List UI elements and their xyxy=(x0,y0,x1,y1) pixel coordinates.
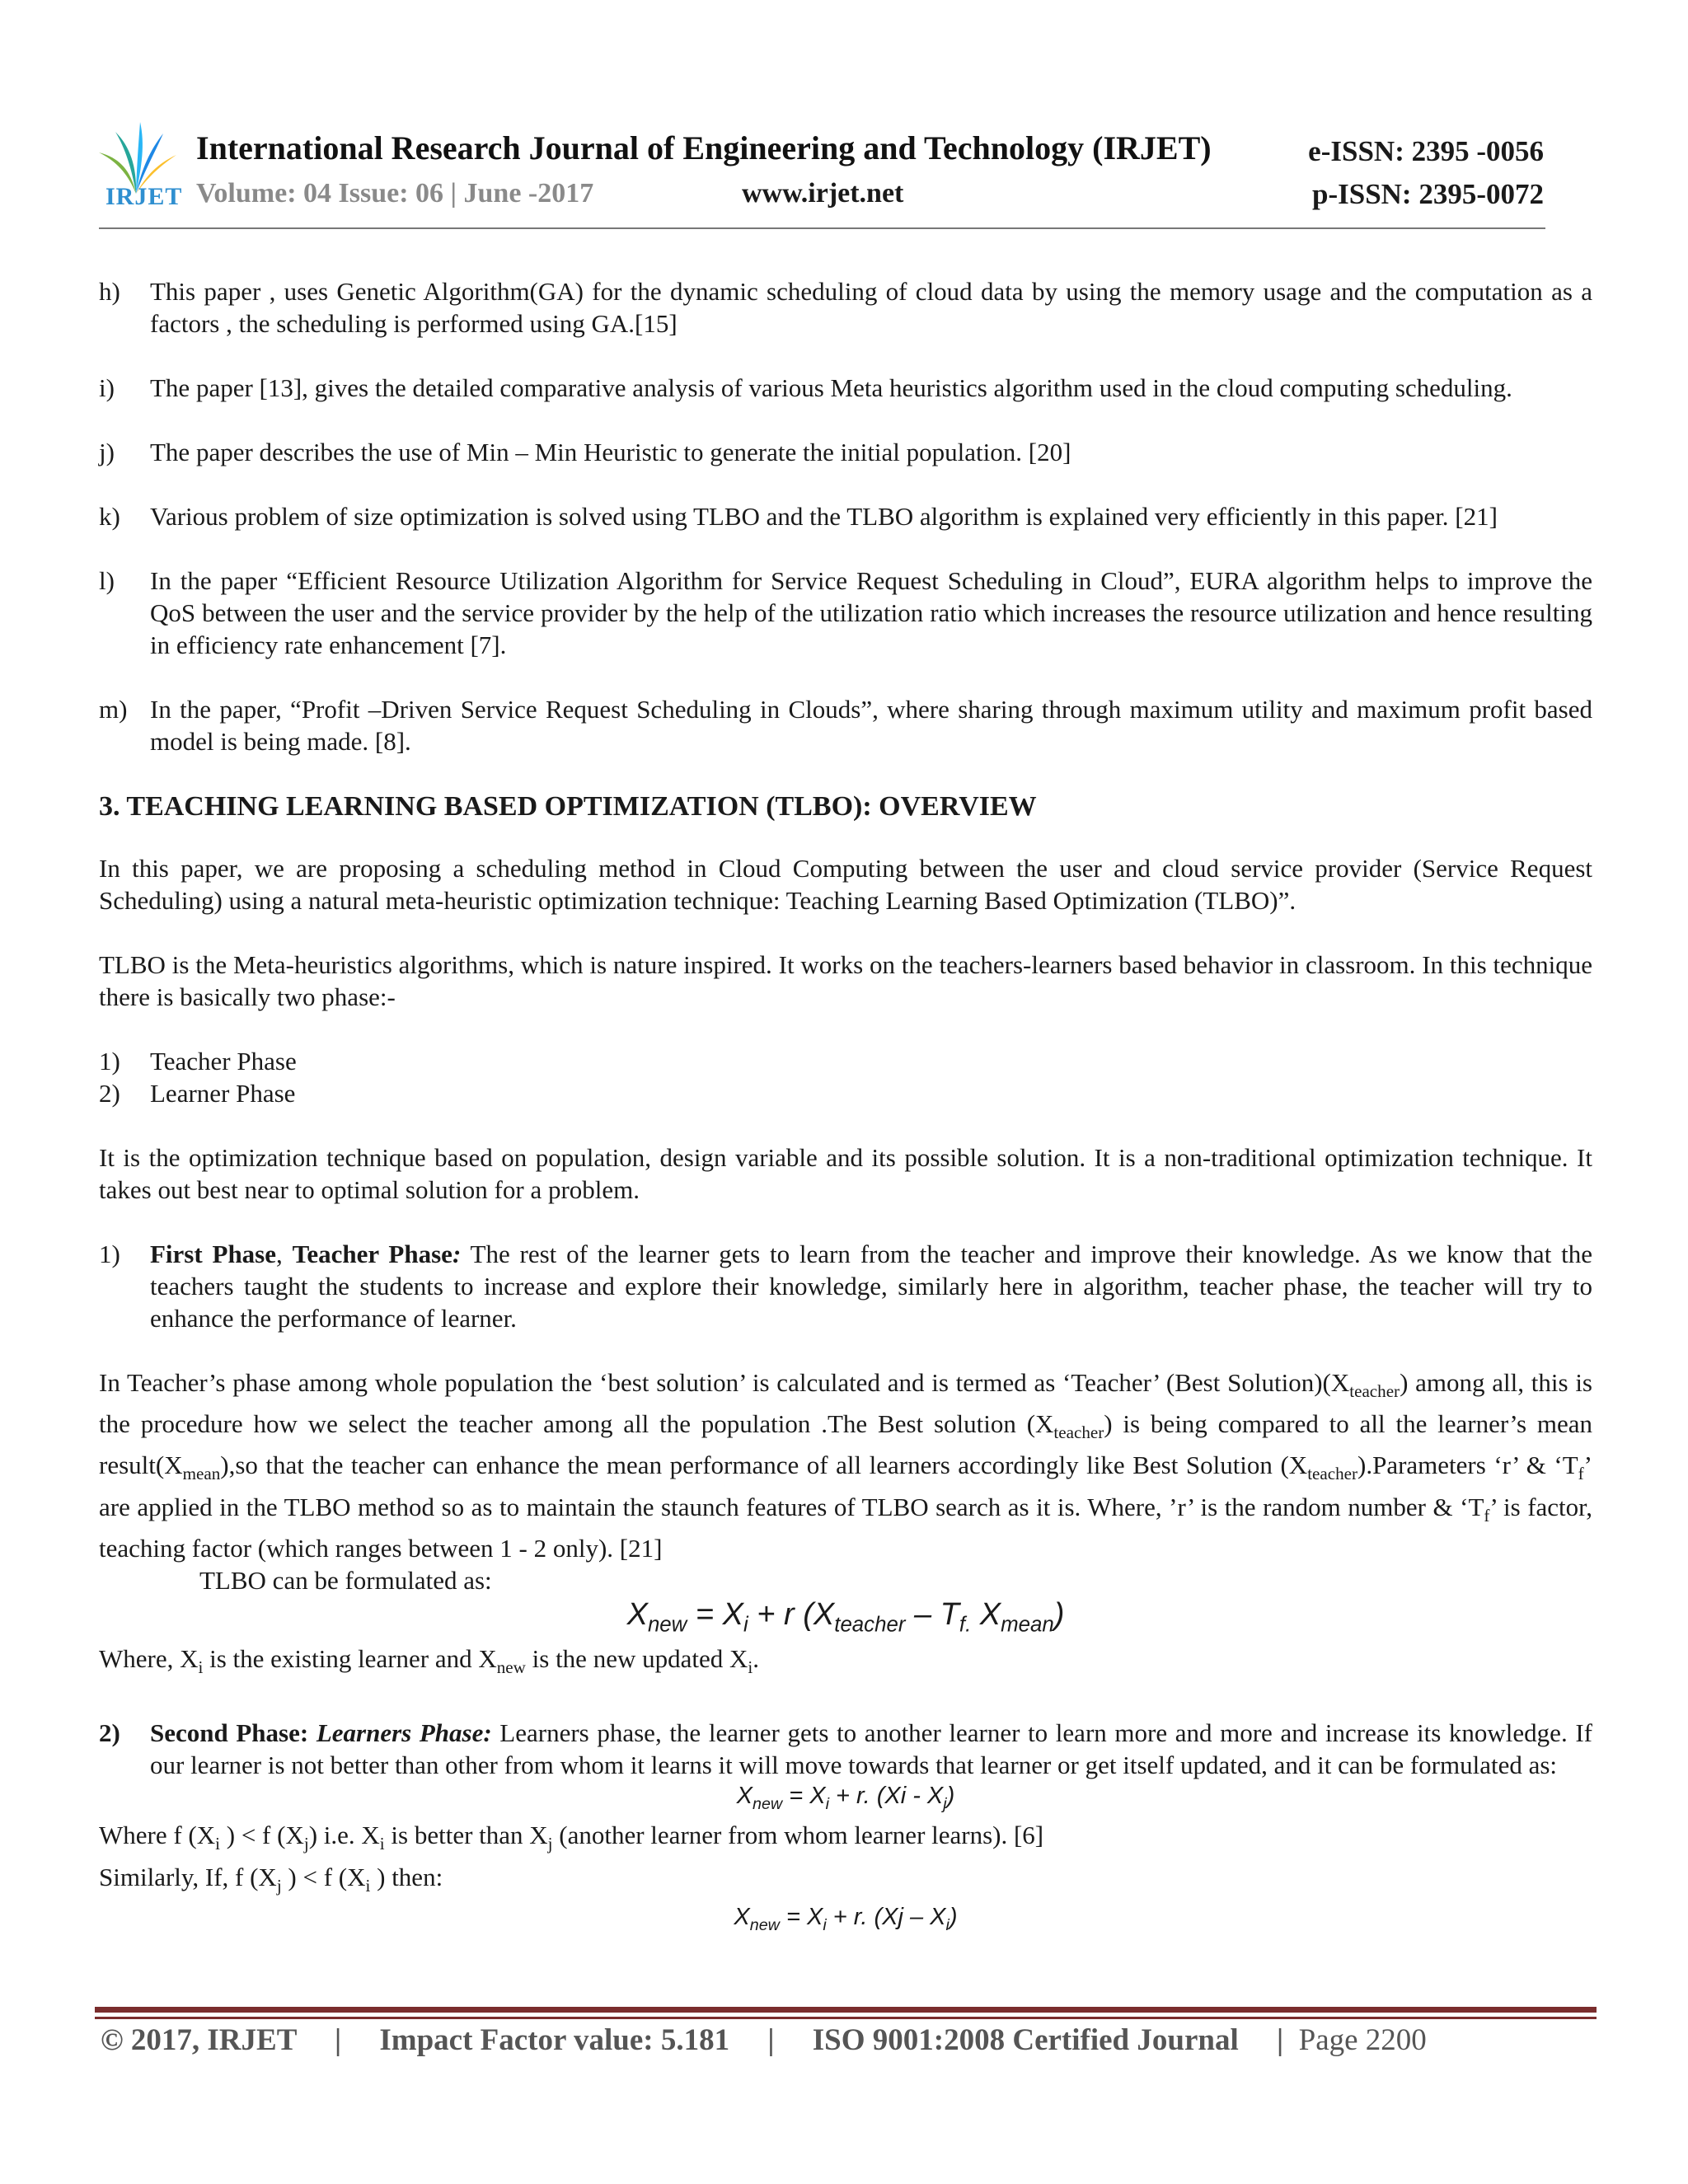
page-footer: © 2017, IRJET | Impact Factor value: 5.181 | ISO 9001:2008 Certified Journal | Page 2200 xyxy=(101,2023,1427,2057)
phase-text: The rest of the learner gets to learn from the teacher and improve their knowledge. As we know that the teachers taught the students to increase and explore their knowledge, similarly here in algorithm, teacher phase, the teacher will try to enhance the performance of learner. xyxy=(150,1240,1592,1333)
list-item xyxy=(99,1077,1592,1109)
text-run: ),so that the teacher can enhance the mean performance of all learners accordingly like Best Solution (X xyxy=(220,1451,1308,1480)
separator: , xyxy=(276,1240,293,1268)
pissn: p-ISSN: 2395-0072 xyxy=(1311,178,1544,210)
eissn: e-ISSN: 2395 -0056 xyxy=(1308,135,1544,167)
subscript: teacher xyxy=(1349,1381,1400,1402)
impact-factor: Impact Factor value: 5.181 xyxy=(379,2023,730,2057)
list-item xyxy=(99,275,1592,340)
page-number: Page 2200 xyxy=(1298,2023,1427,2057)
formula-learner-2: $X_{new} = X_i + r$. $(Xj - X_i)$ xyxy=(734,1903,958,1934)
copyright: © 2017, IRJET xyxy=(101,2023,297,2057)
list-item xyxy=(99,693,1592,757)
website-link[interactable]: www.irjet.net xyxy=(742,178,904,209)
formula-teacher: $X_{new} = X_i + r$ ($X_{teacher} - T_{f.}$ $X_{mean}$) xyxy=(626,1596,1065,1637)
bold-term: Teacher Phase xyxy=(292,1240,452,1268)
list-marker: 2) xyxy=(99,1718,120,1747)
list-marker: j) xyxy=(99,438,115,466)
italic-colon: : xyxy=(452,1240,462,1268)
subscript: f xyxy=(1484,1505,1490,1526)
teacher-paragraph xyxy=(99,1366,1592,1564)
condition-line: Similarly, If, f ($X_j$ ) < f ($X_i$ ) then: xyxy=(99,1862,443,1896)
subscript: teacher xyxy=(1053,1422,1104,1443)
iso-certification: ISO 9001:2008 Certified Journal xyxy=(812,2023,1239,2057)
header-rule xyxy=(99,227,1545,229)
text-run: ’ is factor, teaching factor (which ranges between 1 - 2 only). [21] xyxy=(99,1492,1592,1563)
section-heading: 3. TEACHING LEARNING BASED OPTIMIZATION (TLBO): OVERVIEW xyxy=(99,791,1037,822)
subscript: teacher xyxy=(1307,1464,1358,1484)
paragraph: It is the optimization technique based on population, design variable and its possible solution. It is a non-traditional optimization technique. It takes out best near to optimal solution for a problem. xyxy=(99,1143,1592,1204)
list-text xyxy=(150,1238,1592,1334)
list-text: Teacher Phase xyxy=(150,1047,297,1076)
bold-term: First Phase xyxy=(150,1240,277,1268)
list-text: In the paper “Efficient Resource Utilization Algorithm for Service Request Scheduling in Cloud”, EURA algorithm helps to improve the QoS between the user and the service provider by the help of the utilization ratio which increases the resource utilization and hence resulting in efficiency rate enhancement [7]. xyxy=(150,566,1592,659)
list-marker: h) xyxy=(99,277,120,306)
list-marker: k) xyxy=(99,502,120,531)
bold-italic-term: Learners Phase: xyxy=(316,1718,492,1747)
list-item xyxy=(99,436,1592,468)
list-marker: 1) xyxy=(99,1240,120,1268)
text-run: In Teacher’s phase among whole population the ‘best solution’ is calculated and is termed as ‘Teacher’ (Best Solution)(X xyxy=(99,1368,1350,1397)
condition-line: Where f ($X_i$ ) < f $(X_j)$ i.e. $X_i$ is better than $X_j$ (another learner from whom learner learns). [6] xyxy=(99,1821,1044,1854)
text-run: ).Parameters ‘r’ & ‘T xyxy=(1357,1451,1578,1480)
list-text: Learner Phase xyxy=(150,1079,296,1108)
list-text: This paper , uses Genetic Algorithm(GA) for the dynamic scheduling of cloud data by using the memory usage and the computation as a factors , the scheduling is performed using GA.[15] xyxy=(150,277,1592,338)
journal-title: International Research Journal of Engineering and Technology (IRJET) xyxy=(196,129,1212,166)
first-phase-item xyxy=(99,1238,1592,1334)
paragraph: TLBO is the Meta-heuristics algorithms, which is nature inspired. It works on the teachers-learners based behavior in classroom. In this technique there is basically two phase:- xyxy=(99,950,1592,1011)
logo-wordmark: IRJET xyxy=(106,183,183,210)
list-marker: l) xyxy=(99,566,115,595)
where-line: Where, $X_i$ is the existing learner and $X_{new}$ is the new updated $X_i$. xyxy=(99,1644,759,1678)
list-text: Various problem of size optimization is solved using TLBO and the TLBO algorithm is explained very efficiently in this paper. [21] xyxy=(150,502,1498,531)
text-run: ) among all, this is the procedure how we select the teacher among all the population .The Best solution (X xyxy=(99,1368,1592,1439)
list-item xyxy=(99,372,1592,404)
list-marker: m) xyxy=(99,695,128,724)
list-marker: 1) xyxy=(99,1047,120,1076)
formulated-label: TLBO can be formulated as: xyxy=(199,1565,492,1595)
list-text: The paper describes the use of Min – Min Heuristic to generate the initial population. [20] xyxy=(150,438,1071,466)
volume-issue: Volume: 04 Issue: 06 | June -2017 xyxy=(196,178,594,209)
list-text: In the paper, “Profit –Driven Service Request Scheduling in Clouds”, where sharing through maximum utility and maximum profit based model is being made. [8]. xyxy=(150,695,1592,756)
list-marker: i) xyxy=(99,373,115,402)
text-run: ’ are applied in the TLBO method so as to maintain the staunch features of TLBO search as it is. Where, ’r’ is the random number & ‘T xyxy=(99,1451,1592,1521)
text-run: ) is being compared to all the learner’s mean result(X xyxy=(99,1409,1592,1480)
page-body xyxy=(99,275,1592,1941)
subscript: mean xyxy=(182,1464,221,1484)
list-item xyxy=(99,500,1592,532)
list-marker: 2) xyxy=(99,1079,120,1108)
footer-rule xyxy=(95,2017,1597,2019)
list-item xyxy=(99,565,1592,661)
second-phase-item xyxy=(99,1717,1592,1781)
list-text xyxy=(150,1717,1592,1781)
phase-text: Learners phase, the learner gets to another learner to learn more and more and increase its knowledge. If our learner is not better than other from whom it learns it will move towards that learner or get itself updated, and it can be formulated as: xyxy=(150,1718,1592,1779)
formula-learner-1: $X_{new} = X_i + r$. $(Xi - X_j)$ xyxy=(736,1782,955,1813)
subscript: f xyxy=(1578,1464,1584,1484)
footer-rule xyxy=(95,2007,1597,2013)
list-text: The paper [13], gives the detailed comparative analysis of various Meta heuristics algorithm used in the cloud computing scheduling. xyxy=(150,373,1512,402)
list-item xyxy=(99,1045,1592,1077)
paragraph: In this paper, we are proposing a scheduling method in Cloud Computing between the user and cloud service provider (Service Request Scheduling) using a natural meta-heuristic optimization technique: Teaching Learning Based Optimization (TLBO)”. xyxy=(99,854,1592,915)
bold-term: Second Phase: xyxy=(150,1718,316,1747)
